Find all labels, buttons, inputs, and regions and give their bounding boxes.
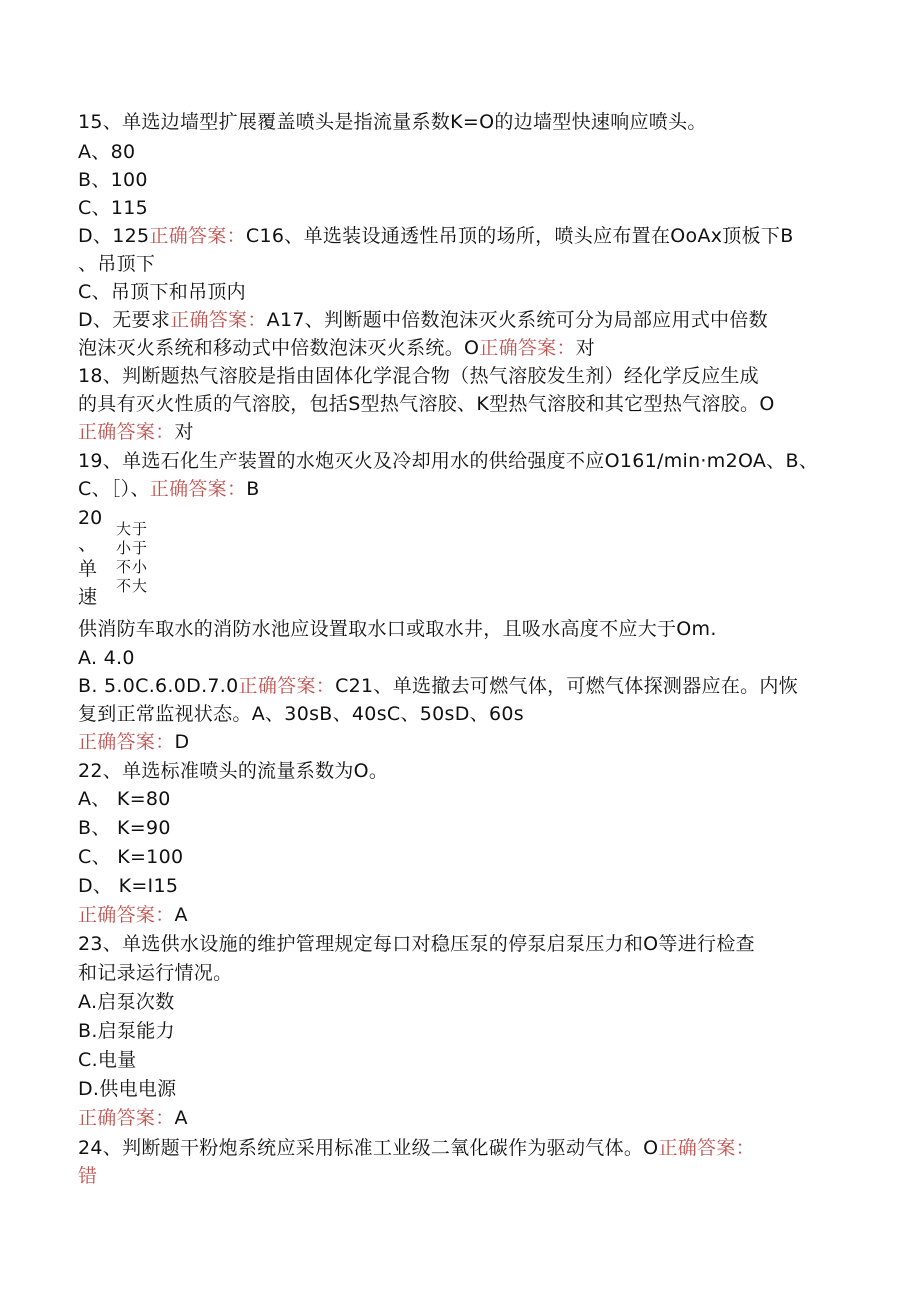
q20-stem: 供消防车取水的消防水池应设置取水口或取水井，且吸水高度不应大于Om. <box>78 618 717 640</box>
q15-q16-line <box>78 223 794 249</box>
q19-option-text-1: 大于 <box>116 520 149 538</box>
q18-answer-label: 正确答案： <box>78 421 175 443</box>
q22-answer-label: 正确答案： <box>78 904 175 926</box>
q19-option-text-4: 不大 <box>116 577 149 595</box>
q18-answer-line <box>78 419 194 445</box>
q17-line-2 <box>78 335 595 361</box>
q15-answer: C <box>245 225 260 247</box>
q16-option-c: C、吊顶下和吊顶内 <box>78 281 246 303</box>
q20-type-char-2: 速 <box>78 586 98 608</box>
q19-answer: B <box>246 478 260 500</box>
q19-option-text-2: 小于 <box>116 539 149 557</box>
q17-stem-a: 17、判断题中倍数泡沫灭火系统可分为局部应用式中倍数 <box>279 309 768 331</box>
q15-option-b: B、100 <box>78 169 148 191</box>
q16-answer: A <box>266 309 280 331</box>
q17-answer-label: 正确答案： <box>479 337 576 359</box>
q23-answer: A <box>174 1107 188 1129</box>
q20-answer-label: 正确答案： <box>238 675 336 697</box>
q16-stem-a: 16、单选装设通透性吊顶的场所，喷头应布置在OoAx顶板下B <box>259 225 794 247</box>
q19-stem-a: 19、单选石化生产装置的水炮灭火及冷却用水的供给强度不应O161/min·m2OA、B、 <box>78 450 819 472</box>
q20-answer: C <box>335 675 349 697</box>
q18-stem-a: 18、判断题热气溶胶是指由固体化学混合物（热气溶胶发生剂）经化学反应生成 <box>78 365 759 387</box>
q20-number: 20 <box>78 507 103 529</box>
q24-stem: 24、判断题干粉炮系统应采用标准工业级二氧化碳作为驱动气体。O <box>78 1137 659 1159</box>
q19-line-2 <box>78 476 260 502</box>
q24-answer-label: 正确答案： <box>658 1137 755 1159</box>
q22-answer: A <box>174 904 188 926</box>
q16-q17-line <box>78 307 768 333</box>
q20-option-a: A. 4.0 <box>78 647 135 669</box>
q15-option-d: D、125 <box>78 225 150 247</box>
q21-line-2 <box>78 701 524 727</box>
q20-number-separator: 、 <box>78 533 98 555</box>
q20-type-char-1: 单 <box>78 558 98 580</box>
q21-answer-label: 正确答案： <box>78 731 175 753</box>
q21-stem-b: 复到正常监视状态。 <box>78 703 252 725</box>
q19-option-text-3: 不小 <box>116 558 149 576</box>
q21-options: A、30sB、40sC、50sD、60s <box>251 703 524 725</box>
q17-stem-b: 泡沫灭火系统和移动式中倍数泡沫灭火系统。O <box>78 337 480 359</box>
q16-answer-label: 正确答案： <box>170 309 267 331</box>
q21-answer: D <box>174 731 190 753</box>
q22-option-a: A、 K=80 <box>78 788 171 810</box>
q19-answer-label: 正确答案： <box>149 478 247 500</box>
q23-stem-a: 23、单选供水设施的维护管理规定每口对稳压泵的停泵启泵压力和O等进行检查 <box>78 933 755 955</box>
q24-answer: 错 <box>78 1165 98 1187</box>
q23-option-d: D.供电电源 <box>78 1078 177 1100</box>
q15-stem: 15、单选边墙型扩展覆盖喷头是指流量系数K=O的边墙型快速响应喷头。 <box>78 111 707 133</box>
q22-option-c: C、 K=100 <box>78 846 184 868</box>
q15-answer-label: 正确答案： <box>149 225 246 247</box>
q23-option-a: A.启泵次数 <box>78 991 175 1013</box>
q16-option-d: D、无要求 <box>78 309 171 331</box>
q23-stem-b: 和记录运行情况。 <box>78 962 233 984</box>
q24-line-1 <box>78 1135 755 1161</box>
q20-q21-line <box>78 673 798 699</box>
q22-stem: 22、单选标准喷头的流量系数为O。 <box>78 760 389 782</box>
q19-stem-b: C、［）、 <box>78 478 150 500</box>
q22-option-d: D、 K=I15 <box>78 875 179 897</box>
q21-answer-line <box>78 729 189 755</box>
q22-option-b: B、 K=90 <box>78 817 171 839</box>
q22-answer-line <box>78 902 188 928</box>
q23-answer-line <box>78 1105 188 1131</box>
q23-answer-label: 正确答案： <box>78 1107 175 1129</box>
q15-option-a: A、80 <box>78 141 136 163</box>
q23-option-b: B.启泵能力 <box>78 1020 175 1042</box>
q17-answer: 对 <box>575 337 596 359</box>
q18-stem-b: 的具有灭火性质的气溶胶，包括S型热气溶胶、K型热气溶胶和其它型热气溶胶。O <box>78 393 775 415</box>
q23-option-c: C.电量 <box>78 1049 137 1071</box>
q15-option-c: C、115 <box>78 197 149 219</box>
q21-stem-a: 21、单选撤去可燃气体，可燃气体探测器应在。内恢 <box>348 675 799 697</box>
q16-stem-b: 、吊顶下 <box>78 253 156 275</box>
q18-answer: 对 <box>174 421 194 443</box>
q20-options-rest: B. 5.0C.6.0D.7.0 <box>78 675 239 697</box>
